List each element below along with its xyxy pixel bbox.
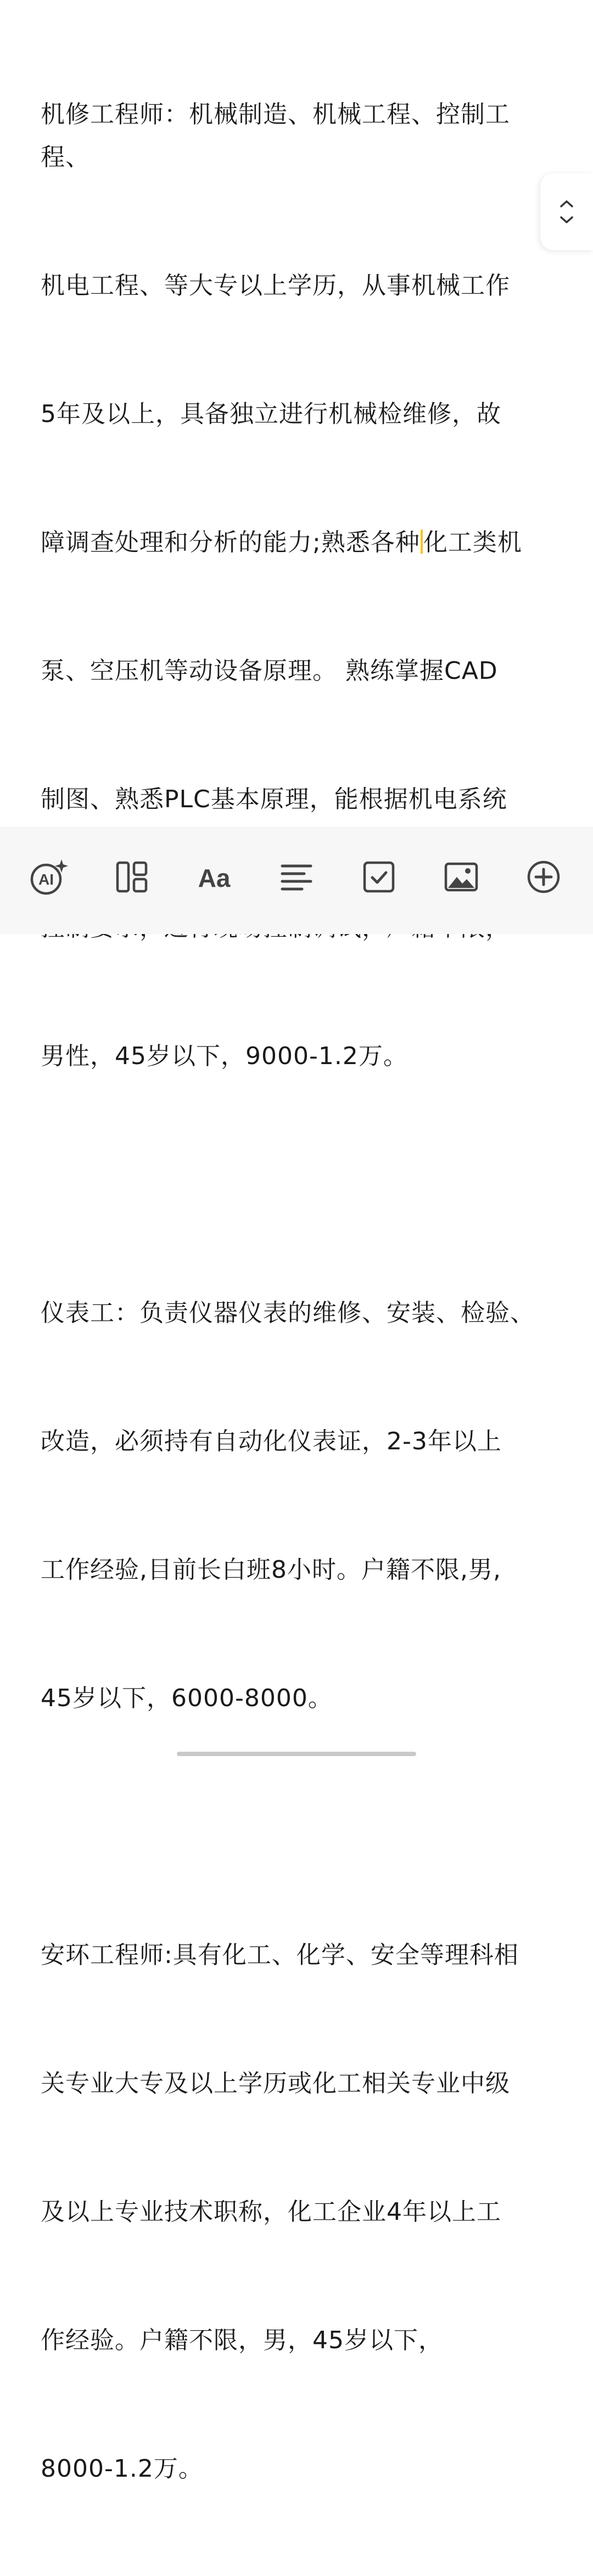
text-before-cursor: 障调查处理和分析的能力;熟悉各种 <box>41 528 420 556</box>
text-line: 关专业大专及以上学历或化工相关专业中级 <box>41 2069 510 2097</box>
checklist-icon <box>362 860 395 893</box>
chevron-up-icon[interactable] <box>559 199 574 209</box>
layout-icon <box>115 860 148 893</box>
text-line: 8000-1.2万。 <box>41 2455 203 2483</box>
text-line: 改造，必须持有自动化仪表证，2-3年以上 <box>41 1427 502 1455</box>
checklist-button[interactable] <box>347 850 411 904</box>
align-icon <box>280 862 313 892</box>
paragraph-spacer <box>41 1806 559 1848</box>
text-line: 机电工程、等大专以上学历，从事机械工作 <box>41 272 510 300</box>
paragraph-mechanic-engineer[interactable] <box>41 8 559 1163</box>
home-indicator[interactable] <box>177 1752 416 1756</box>
add-icon <box>526 859 561 895</box>
image-button[interactable] <box>429 850 493 904</box>
text-line: 及以上专业技术职称，化工企业4年以上工 <box>41 2198 501 2226</box>
text-line: 5年及以上，具备独立进行机械检维修，故 <box>41 400 501 428</box>
note-content[interactable] <box>41 8 559 2576</box>
text-line: 作经验。户籍不限，男，45岁以下， <box>41 2326 443 2354</box>
text-cursor <box>421 530 423 554</box>
text-line: 男性，45岁以下，9000-1.2万。 <box>41 1042 408 1070</box>
text-line-with-cursor <box>41 521 559 564</box>
ai-icon-label: AI <box>38 871 54 888</box>
scroll-handle[interactable] <box>540 173 593 250</box>
toolbar-row <box>18 850 575 904</box>
layout-button[interactable] <box>100 850 164 904</box>
text-line: 机修工程师：机械制造、机械工程、控制工程、 <box>41 100 510 171</box>
text-after-cursor: 化工类机 <box>423 528 522 556</box>
paragraph-instrument-technician[interactable] <box>41 1206 559 1806</box>
text-line: 安环工程师:具有化工、化学、安全等理科相 <box>41 1941 519 1969</box>
text-line: 仪表工：负责仪器仪表的维修、安装、检验、 <box>41 1299 535 1327</box>
text-line: 工作经验,目前长白班8小时。户籍不限,男, <box>41 1556 501 1584</box>
bottom-toolbar <box>0 826 593 934</box>
text-line: 制图、熟悉PLC基本原理，能根据机电系统 <box>41 785 507 813</box>
ai-button[interactable] <box>18 850 81 904</box>
add-button[interactable] <box>512 850 575 904</box>
chevron-down-icon[interactable] <box>559 215 574 225</box>
align-button[interactable] <box>265 850 328 904</box>
text-line: 泵、空压机等动设备原理。 熟练掌握CAD <box>41 657 498 685</box>
font-style-button[interactable] <box>182 850 246 904</box>
ai-icon <box>27 857 71 897</box>
paragraph-safety-engineer[interactable] <box>41 1848 559 2576</box>
paragraph-spacer <box>41 1163 559 1206</box>
font-icon <box>195 860 233 893</box>
text-line: 45岁以下，6000-8000。 <box>41 1684 333 1712</box>
font-icon-label: Aa <box>198 864 231 892</box>
image-icon <box>444 862 479 892</box>
